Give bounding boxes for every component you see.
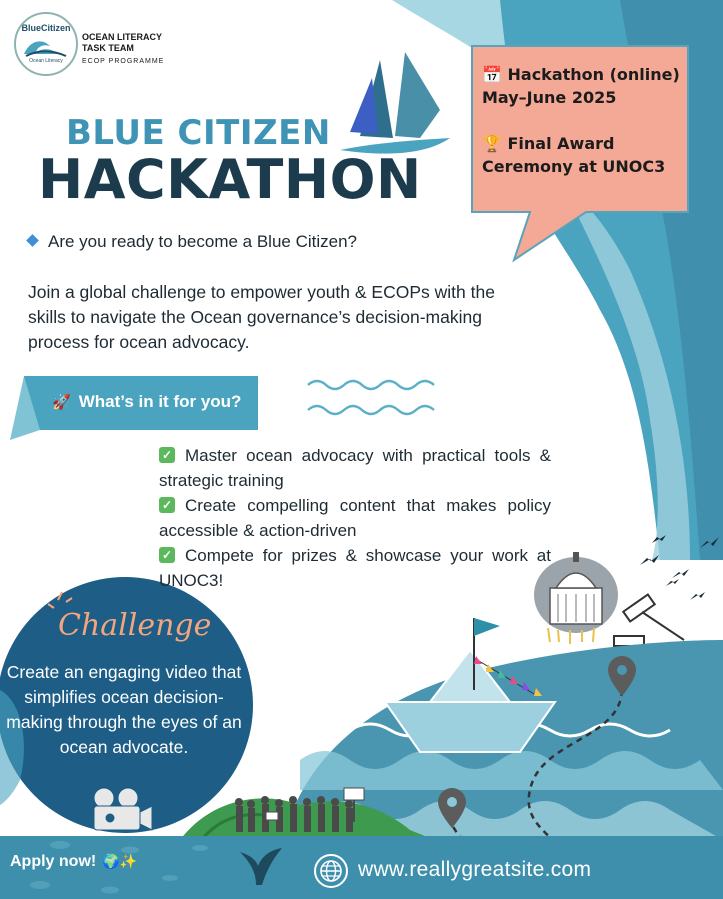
award-line2: Ceremony at UNOC3	[482, 157, 666, 176]
question	[28, 232, 357, 252]
team-line1: OCEAN LITERACY	[82, 32, 163, 42]
globe-icon	[314, 854, 348, 888]
gavel-icon	[614, 594, 684, 646]
benefit-item	[159, 543, 551, 593]
website-link[interactable]: www.reallygreatsite.com	[358, 858, 592, 881]
intro-text: Join a global challenge to empower youth & ECOPs with the skills to navigate the Ocean governance’s decision-making process for ocean advocacy.	[28, 282, 495, 352]
benefit-text: Create compelling content that makes policy accessible & action-driven	[159, 496, 551, 540]
diamond-bullet-icon	[26, 234, 39, 247]
benefit-text: Master ocean advocacy with practical tools & strategic training	[159, 446, 551, 490]
challenge-text: Create an engaging video that simplifies ocean decision-making through the eyes of an ocean advocate.	[6, 662, 242, 757]
logo-name: BlueCitizen	[21, 23, 71, 33]
rocket-icon: 🚀	[52, 394, 71, 411]
logo-wave-icon	[22, 36, 68, 58]
event-dates-line1	[482, 63, 682, 86]
check-icon: ✓	[159, 497, 175, 513]
title-line2: HACKATHON	[38, 148, 422, 211]
benefits-list	[159, 443, 551, 593]
event-info	[482, 63, 682, 178]
apply-label: Apply now!	[10, 853, 97, 870]
benefit-item	[159, 493, 551, 543]
benefit-text: Compete for prizes & showcase your work at UNOC3!	[159, 546, 551, 590]
team-label	[82, 32, 164, 67]
team-line2: TASK TEAM	[82, 43, 134, 53]
benefit-item	[159, 443, 551, 493]
bluecitizen-logo	[14, 12, 78, 76]
calendar-icon: 📅	[482, 65, 502, 84]
sailboat-logo-icon	[340, 52, 450, 154]
challenge-title: Challenge	[58, 608, 212, 643]
logo-small-text: Ocean Literacy	[29, 58, 63, 64]
wave-icon	[308, 381, 434, 414]
whats-in-it-heading	[52, 392, 241, 412]
check-icon: ✓	[159, 447, 175, 463]
check-icon: ✓	[159, 547, 175, 563]
award-line1	[482, 132, 682, 155]
globe-sparkle-icon: 🌍✨	[102, 853, 138, 869]
trophy-icon: 🏆	[482, 134, 502, 153]
event-format: Hackathon (online)	[507, 65, 680, 84]
event-dates: May–June 2025	[482, 88, 617, 107]
whats-label: What’s in it for you?	[78, 392, 242, 411]
award-label: Final Award	[507, 134, 615, 153]
apply-now-link[interactable]	[10, 853, 137, 871]
title-line1: BLUE CITIZEN	[66, 113, 331, 153]
question-text: Are you ready to become a Blue Citizen?	[48, 232, 358, 251]
team-line3: ECOP PROGRAMME	[82, 58, 165, 65]
